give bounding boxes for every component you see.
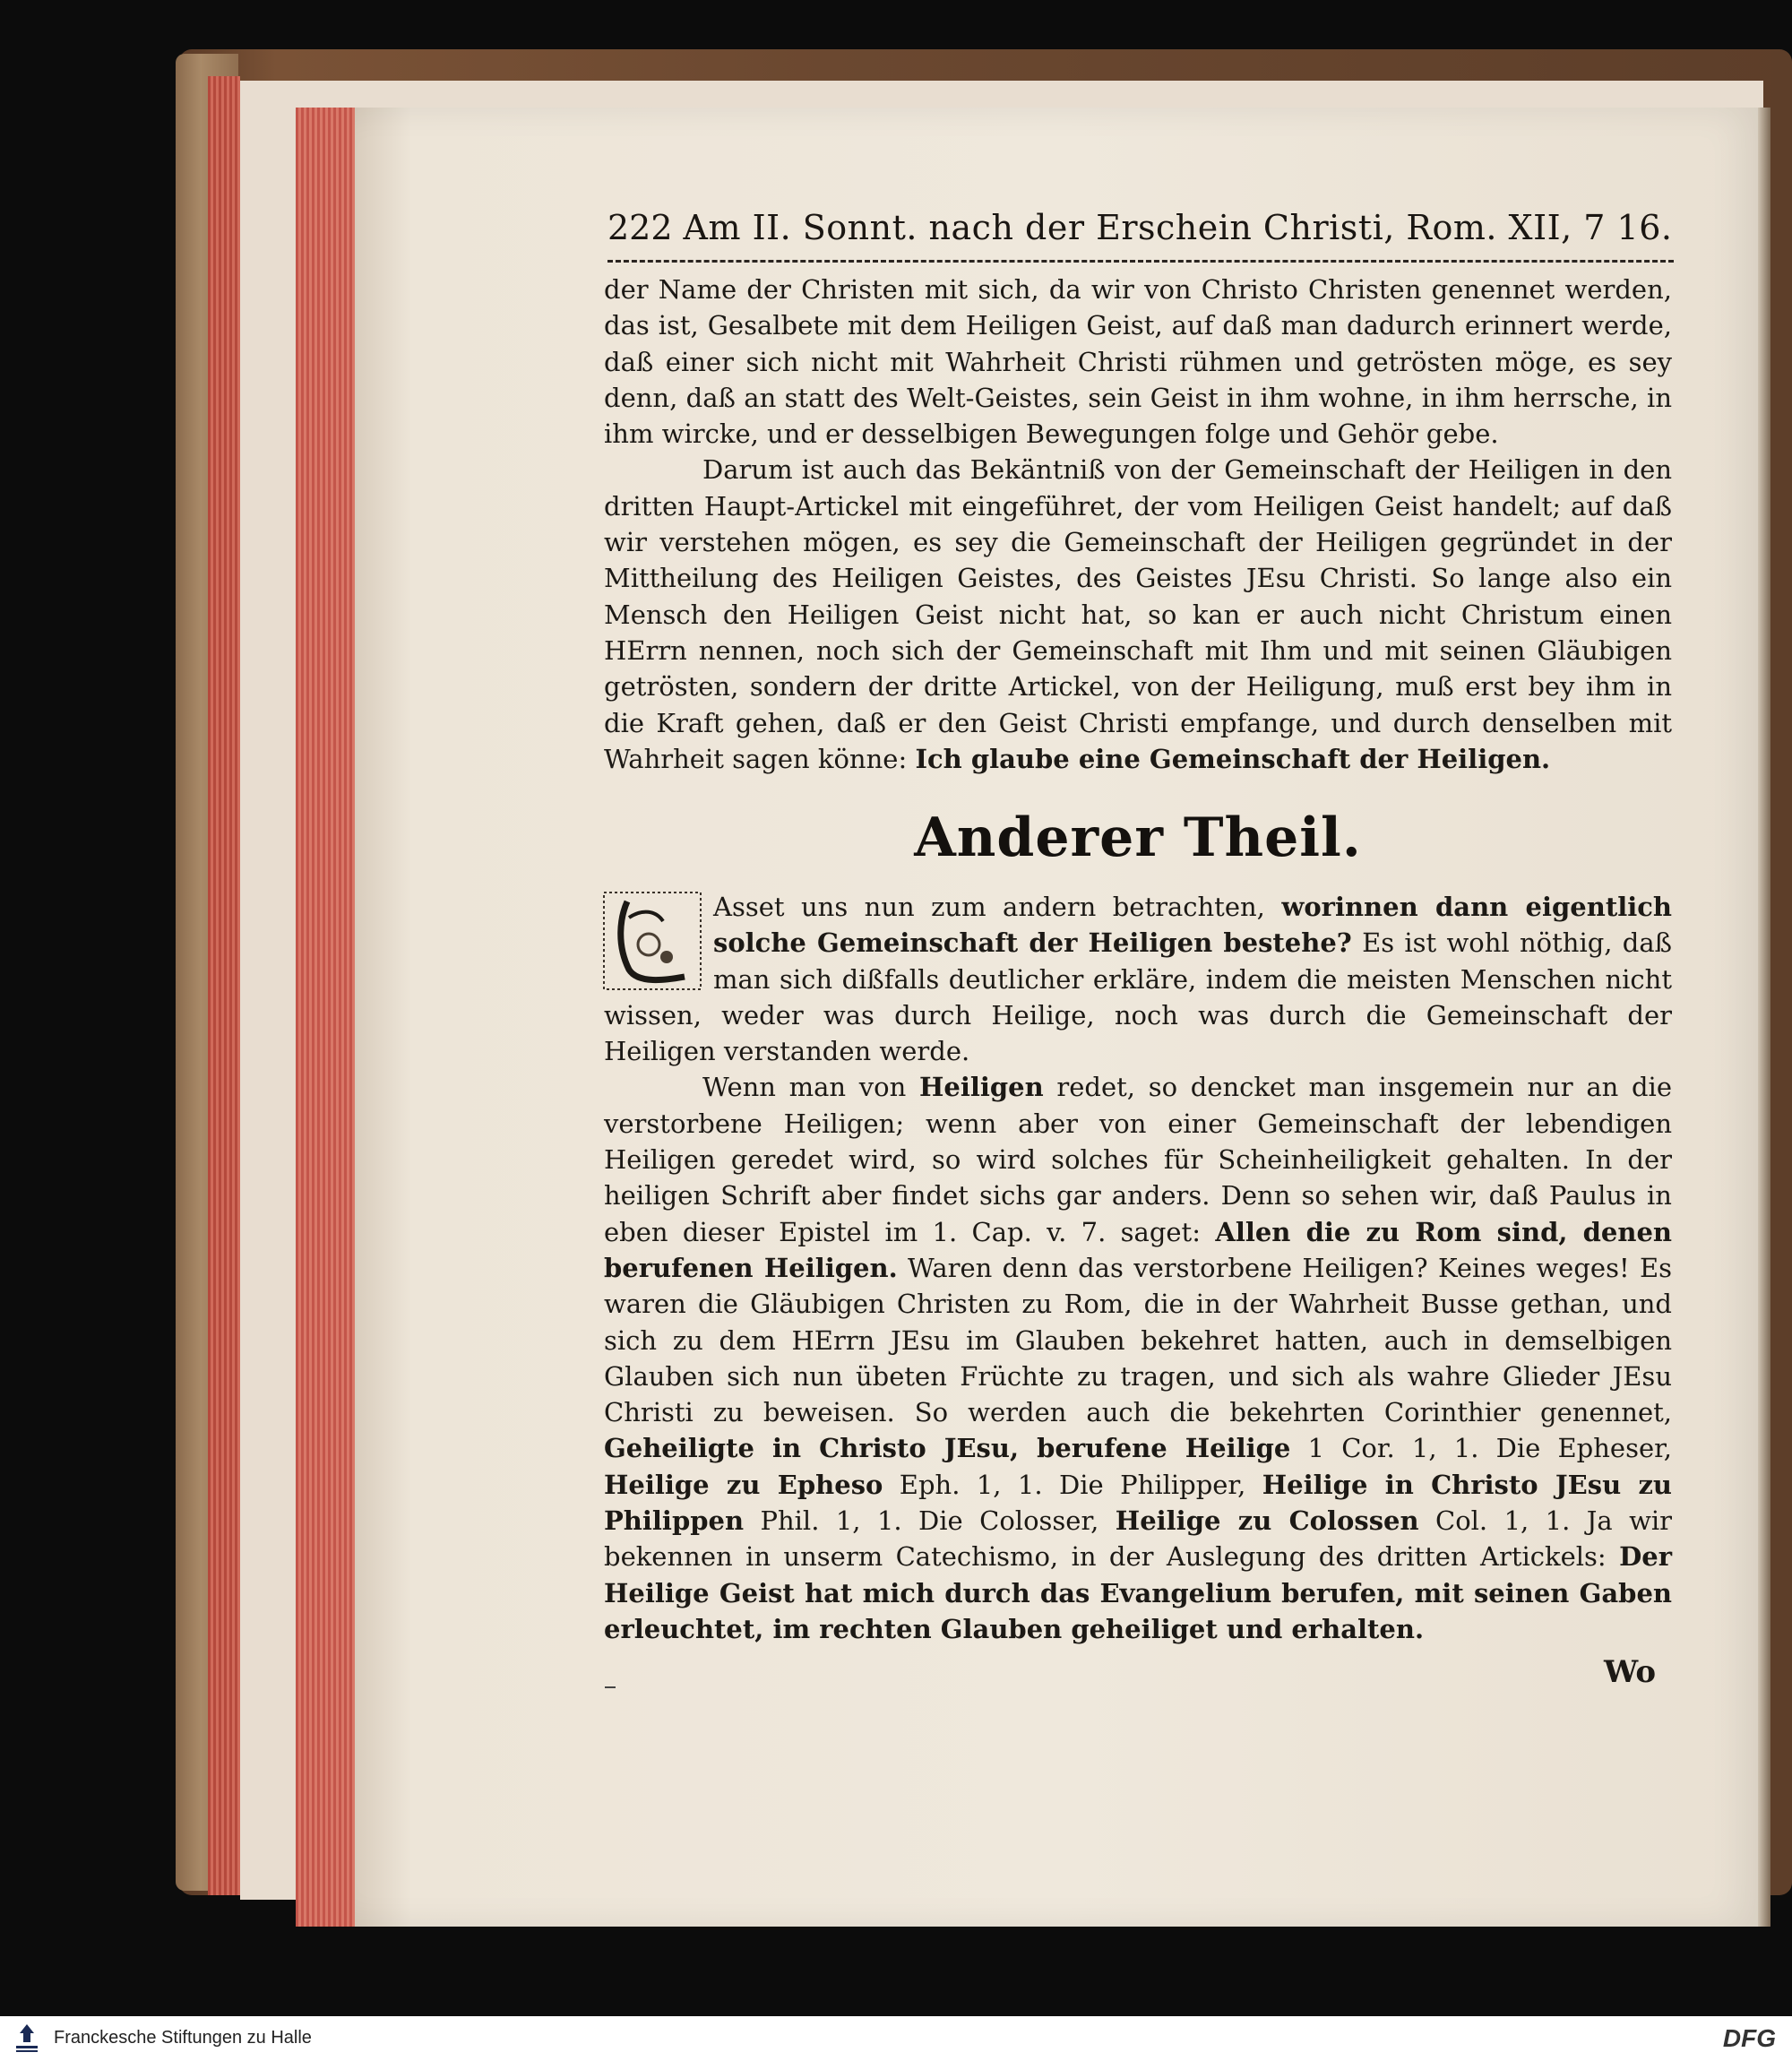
red-page-edge (208, 76, 240, 1895)
p4-emph-4: Heilige zu Epheso (604, 1469, 883, 1500)
red-page-edge-inner (296, 108, 355, 1927)
p4-text-6: Phil. 1, 1. Die Colosser, (760, 1505, 1099, 1537)
text-block-1 (604, 272, 1672, 777)
p4-emph-6: Heilige zu Colossen (1115, 1505, 1419, 1537)
text-block-2 (604, 889, 1672, 1647)
p4-text-7: Col. 1, 1. Ja wir bekennen in unserm Catechismo, in der Auslegung des dritten Artickels: (604, 1505, 1673, 1573)
p4-emph-2: Allen die zu Rom sind, denen berufenen Heiligen. (604, 1216, 1673, 1283)
paragraph-2 (604, 452, 1672, 777)
page-number: 222 (607, 208, 673, 247)
section-heading: Anderer Theil. (914, 806, 1362, 869)
paragraph-2-text: Darum ist auch das Bekäntniß von der Gemeinschaft der Heiligen in den dritten Haupt-Artickel mit eingeführet, der vom Heiligen Geist handelt; auf daß wir verstehen mögen, es sey die Gemeinschaft der Heiligen gegründet in der Mittheilung des Heiligen Geistes, des Geistes JEsu Christi. So lange also ein Mensch den Heiligen Geist nicht hat, so kan er auch nicht Christum einen HErrn nennen, noch sich der Gemeinschaft mit Ihm und mit seinen Gläubigen getrösten, sondern der dritte Artickel, von der Heiligung, muß erst bey ihm in die Kraft gehen, daß er den Geist Christi empfange, und durch denselben mit Wahrheit sagen könne: (604, 454, 1672, 774)
catchword: Wo (1604, 1654, 1657, 1690)
p4-emph-3: Geheiligte in Christo JEsu, berufene Heilige (604, 1433, 1291, 1464)
paragraph-1: der Name der Christen mit sich, da wir von Christo Christen genennet werden, das ist, Gesalbete mit dem Heiligen Geist, auf daß man dadurch erinnert werde, daß einer sich nicht mit Wahrheit Christi rühmen und getrösten möge, es sey denn, daß an statt des Welt-Geistes, sein Geist in ihm wohne, in ihm herrsche, in ihm wircke, und er desselbigen Bewegungen folge und Gehör gebe. (604, 274, 1672, 450)
paragraph-3 (604, 889, 1672, 1069)
running-header (607, 208, 1674, 251)
paragraph-3-text-b: Es ist wohl nöthig, daß man sich dißfalls deutlicher erkläre, indem die meisten Menschen nicht wissen, weder was durch Heilige, noch was durch die Gemeinschaft der Heiligen verstanden werde. (604, 927, 1672, 1067)
p4-emph-1: Heiligen (919, 1072, 1044, 1103)
paragraph-3-text-a: Asset uns nun zum andern betrachten, (713, 892, 1265, 922)
institution-logo-icon (9, 2021, 45, 2057)
p4-emph-7: Der Heilige Geist hat mich durch das Evangelium berufen, mit seinen Gaben erleuchtet, im rechten Glauben geheiliget und erhalten. (604, 1541, 1672, 1644)
page-mark (605, 1686, 616, 1688)
p4-emph-5: Heilige in Christo JEsu zu Philippen (604, 1469, 1673, 1537)
footer-bar (0, 2016, 1792, 2061)
p4-text-1: Wenn man von (702, 1072, 907, 1103)
institution-name: Franckesche Stiftungen zu Halle (54, 2028, 312, 2048)
p4-text-5: Eph. 1, 1. Die Philipper, (899, 1469, 1246, 1500)
emphasis-credo: Ich glaube eine Gemeinschaft der Heiligen. (915, 743, 1551, 774)
dropcap-initial (602, 891, 702, 991)
dfg-logo: DFG (1722, 2024, 1776, 2052)
dropcap-ornament-icon (602, 891, 702, 991)
p4-text-2: redet, so dencket man insgemein nur an die verstorbene Heiligen; wenn aber von einer Gemeinschaft der lebendigen Heiligen geredet wird, so wird solches für Scheinheiligkeit gehalten. In der heiligen Schrift aber findet sichs gar anders. Denn so sehen wir, daß Paulus in eben dieser Epistel im 1. Cap. v. 7. saget: (604, 1072, 1672, 1247)
page-gutter (1758, 108, 1770, 1927)
p4-text-3: Waren denn das verstorbene Heiligen? Keines weges! Es waren die Gläubigen Christen zu Rom, die in der Wahrheit Busse gethan, und sich zu dem HErrn JEsu im Glauben bekehret hatten, auch in demselbigen Glauben sich nun übeten Früchte zu tragen, und sich als wahre Glieder JEsu Christi zu beweisen. So werden auch die bekehrten Corinthier genennet, (604, 1252, 1673, 1428)
header-rule (607, 260, 1674, 263)
running-title: Am II. Sonnt. nach der Erschein Christi, Rom. XII, 7 16. (683, 208, 1673, 247)
paragraph-3-emphasis: worinnen dann eigentlich solche Gemeinschaft der Heiligen bestehe? (713, 892, 1673, 959)
paragraph-4 (604, 1069, 1672, 1647)
p4-text-4: 1 Cor. 1, 1. Die Epheser, (1307, 1433, 1673, 1464)
dropcap-letter: L (652, 955, 653, 956)
